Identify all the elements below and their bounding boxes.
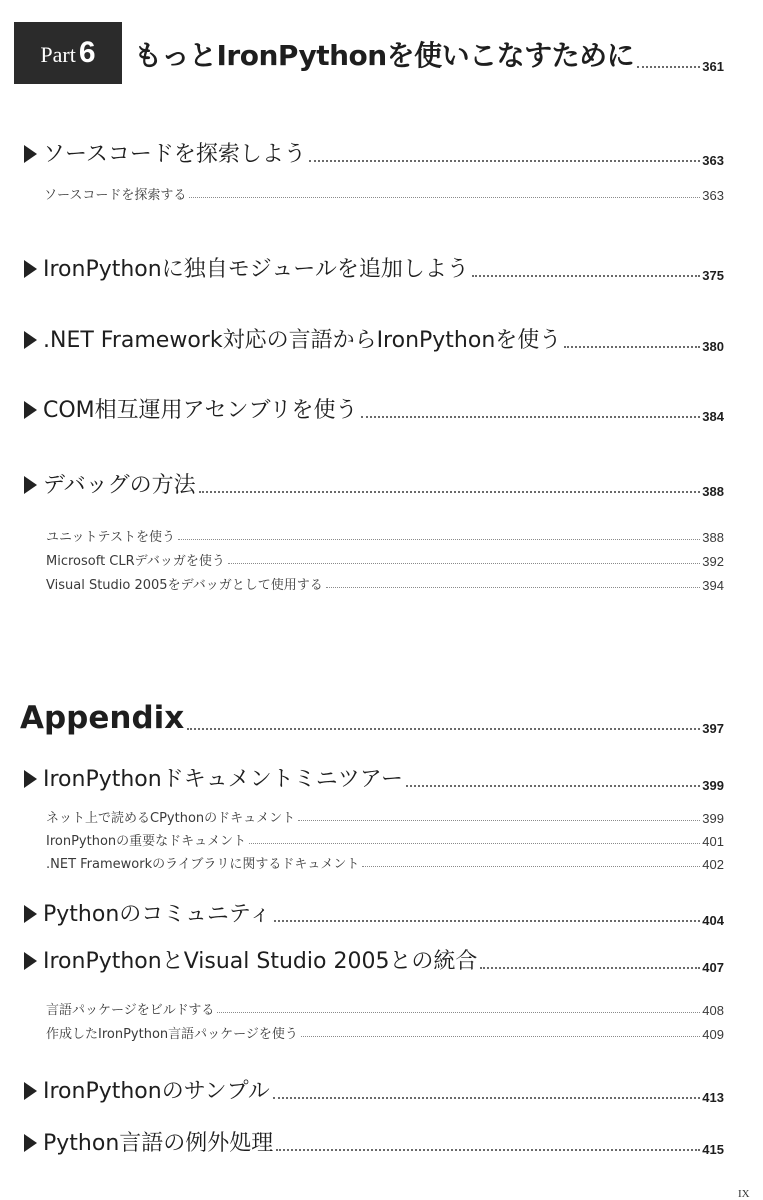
dot-leader xyxy=(187,728,700,730)
dot-leader xyxy=(274,920,700,922)
dot-leader xyxy=(406,785,700,787)
dot-leader xyxy=(217,1012,700,1013)
entry-title: .NET Frameworkのライブラリに関するドキュメント xyxy=(46,857,360,872)
page-number: 392 xyxy=(702,554,724,569)
page-number: 402 xyxy=(702,857,724,872)
page-number: 363 xyxy=(702,153,724,168)
dot-leader xyxy=(249,843,700,844)
toc-entry[interactable] xyxy=(24,1126,724,1157)
dot-leader xyxy=(472,275,700,277)
triangle-bullet-icon xyxy=(24,401,37,419)
dot-leader xyxy=(361,416,701,418)
toc-entry[interactable] xyxy=(24,323,724,354)
part-label-word: Part xyxy=(40,42,76,67)
triangle-bullet-icon xyxy=(24,145,37,163)
entry-title: IronPythonのサンプル xyxy=(43,1079,270,1104)
dot-leader xyxy=(276,1149,700,1151)
entry-title: COM相互運用アセンブリを使う xyxy=(43,398,358,423)
part-label-number: 6 xyxy=(78,36,96,69)
entry-title: Visual Studio 2005をデバッガとして使用する xyxy=(46,578,323,593)
entry-title: Pythonのコミュニティ xyxy=(43,902,272,927)
appendix-title: Appendix xyxy=(20,700,185,736)
entry-title: 言語パッケージをビルドする xyxy=(46,1003,215,1018)
page-number: 404 xyxy=(702,913,724,928)
toc-subentry[interactable] xyxy=(46,853,724,872)
toc-subentry[interactable] xyxy=(46,807,724,826)
toc-subentry[interactable] xyxy=(46,999,724,1018)
toc-subentry[interactable] xyxy=(44,184,724,203)
dot-leader xyxy=(326,587,701,588)
dot-leader xyxy=(228,563,700,564)
entry-title: IronPythonの重要なドキュメント xyxy=(46,834,247,849)
entry-title: Microsoft CLRデバッガを使う xyxy=(46,554,225,569)
toc-entry[interactable] xyxy=(24,897,724,928)
dot-leader xyxy=(301,1036,700,1037)
part-heading-row xyxy=(134,34,724,74)
toc-subentry[interactable] xyxy=(46,526,724,545)
page-number: 384 xyxy=(702,409,724,424)
toc-subentry[interactable] xyxy=(46,830,724,849)
part-badge xyxy=(14,22,122,84)
page-number: 407 xyxy=(702,960,724,975)
page-number: 361 xyxy=(702,59,724,74)
triangle-bullet-icon xyxy=(24,331,37,349)
entry-title: デバッグの方法 xyxy=(43,473,196,498)
triangle-bullet-icon xyxy=(24,260,37,278)
dot-leader xyxy=(298,820,700,821)
page-number: 394 xyxy=(702,578,724,593)
toc-entry[interactable] xyxy=(24,137,724,168)
toc-entry[interactable] xyxy=(24,468,724,499)
page-number: 388 xyxy=(702,530,724,545)
entry-title: ユニットテストを使う xyxy=(46,530,175,545)
page-number: 380 xyxy=(702,339,724,354)
dot-leader xyxy=(480,967,700,969)
toc-entry[interactable] xyxy=(24,252,724,283)
appendix-heading-row[interactable] xyxy=(20,700,724,736)
triangle-bullet-icon xyxy=(24,1082,37,1100)
page-number: 415 xyxy=(702,1142,724,1157)
toc-entry[interactable] xyxy=(24,944,724,975)
triangle-bullet-icon xyxy=(24,476,37,494)
toc-subentry[interactable] xyxy=(46,574,724,593)
page-number: 388 xyxy=(702,484,724,499)
entry-title: Python言語の例外処理 xyxy=(43,1131,274,1156)
triangle-bullet-icon xyxy=(24,770,37,788)
toc-subentry[interactable] xyxy=(46,1023,724,1042)
dot-leader xyxy=(309,160,700,162)
entry-title: IronPythonに独自モジュールを追加しよう xyxy=(43,257,469,282)
entry-title: 作成したIronPython言語パッケージを使う xyxy=(46,1027,298,1042)
entry-title: ソースコードを探索しよう xyxy=(43,142,306,167)
toc-entry[interactable] xyxy=(24,762,724,793)
dot-leader xyxy=(564,346,700,348)
page-number: 375 xyxy=(702,268,724,283)
dot-leader xyxy=(178,539,700,540)
page-number: 397 xyxy=(702,721,724,736)
entry-title: IronPythonドキュメントミニツアー xyxy=(43,767,404,792)
page-number: 363 xyxy=(702,188,724,203)
page-number: 413 xyxy=(702,1090,724,1105)
page-number: 399 xyxy=(702,778,724,793)
page-number: 409 xyxy=(702,1027,724,1042)
triangle-bullet-icon xyxy=(24,1134,37,1152)
page-number: 408 xyxy=(702,1003,724,1018)
dot-leader xyxy=(199,491,701,493)
toc-entry[interactable] xyxy=(24,1074,724,1105)
triangle-bullet-icon xyxy=(24,952,37,970)
part-title: もっとIronPythonを使いこなすために xyxy=(134,39,635,72)
dot-leader xyxy=(273,1097,701,1099)
entry-title: ネット上で読めるCPythonのドキュメント xyxy=(46,811,296,826)
dot-leader xyxy=(637,66,700,68)
page-folio: IX xyxy=(738,1188,750,1200)
page-number: 401 xyxy=(702,834,724,849)
entry-title: .NET Framework対応の言語からIronPythonを使う xyxy=(43,328,562,353)
page-number: 399 xyxy=(702,811,724,826)
entry-title: IronPythonとVisual Studio 2005との統合 xyxy=(43,949,478,974)
entry-title: ソースコードを探索する xyxy=(44,188,187,203)
dot-leader xyxy=(189,197,700,198)
toc-subentry[interactable] xyxy=(46,550,724,569)
toc-entry[interactable] xyxy=(24,393,724,424)
dot-leader xyxy=(362,866,700,867)
triangle-bullet-icon xyxy=(24,905,37,923)
